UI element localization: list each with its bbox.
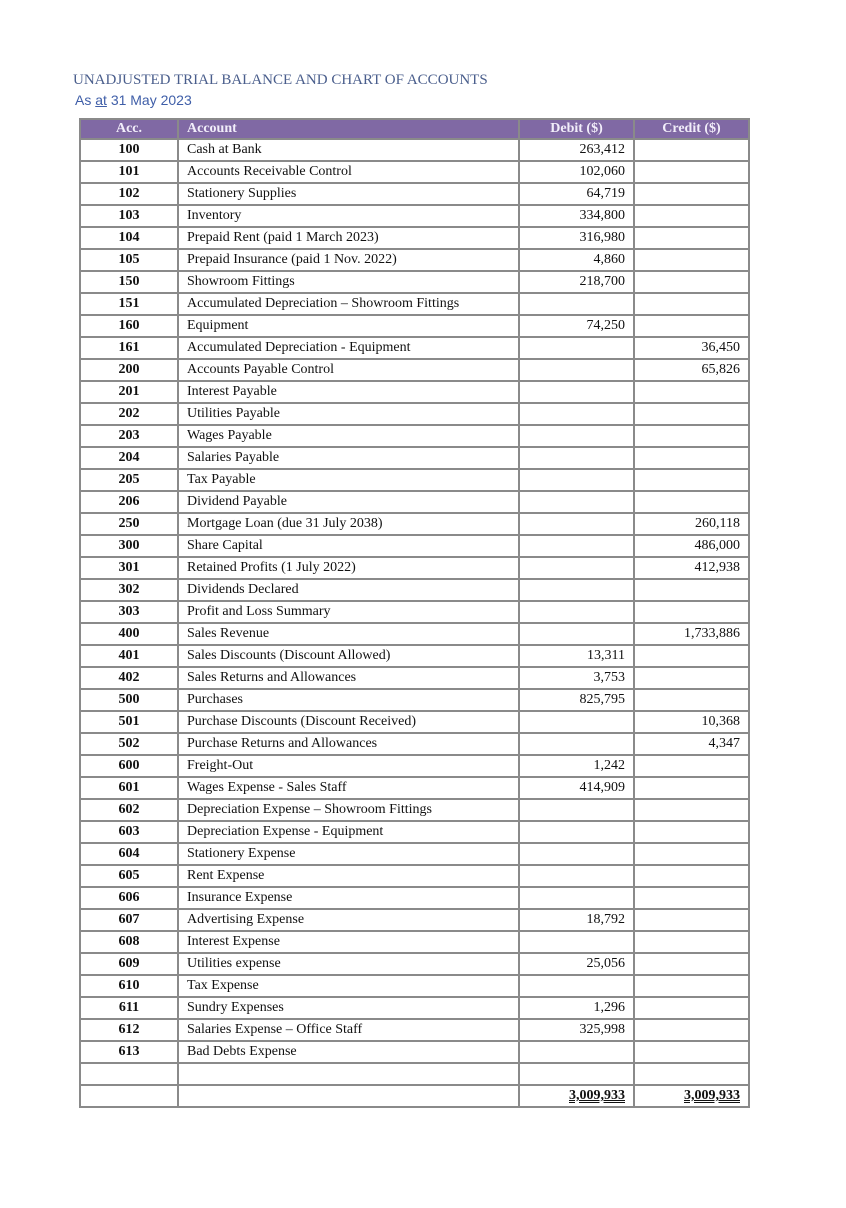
account-name-cell: Utilities Payable <box>178 403 519 425</box>
debit-cell <box>519 469 634 491</box>
acc-number-cell: 105 <box>80 249 178 271</box>
table-row <box>80 953 749 975</box>
account-name-cell: Depreciation Expense - Equipment <box>178 821 519 843</box>
credit-cell <box>634 667 749 689</box>
credit-cell <box>634 315 749 337</box>
account-name-cell: Purchase Discounts (Discount Received) <box>178 711 519 733</box>
acc-number-cell: 613 <box>80 1041 178 1063</box>
credit-cell <box>634 953 749 975</box>
account-name-cell: Salaries Expense – Office Staff <box>178 1019 519 1041</box>
debit-cell: 334,800 <box>519 205 634 227</box>
table-row <box>80 1063 749 1085</box>
table-header-row <box>80 119 749 139</box>
debit-cell <box>519 843 634 865</box>
debit-cell <box>519 711 634 733</box>
account-name-cell: Salaries Payable <box>178 447 519 469</box>
acc-number-cell: 502 <box>80 733 178 755</box>
credit-cell <box>634 865 749 887</box>
credit-cell <box>634 381 749 403</box>
table-row <box>80 997 749 1019</box>
account-name-cell: Purchase Returns and Allowances <box>178 733 519 755</box>
credit-cell <box>634 139 749 161</box>
account-name-cell: Stationery Supplies <box>178 183 519 205</box>
table-row <box>80 689 749 711</box>
total-debit: 3,009,933 <box>519 1085 634 1107</box>
credit-cell: 412,938 <box>634 557 749 579</box>
credit-cell <box>634 1019 749 1041</box>
acc-number-cell: 602 <box>80 799 178 821</box>
totals-acc-cell <box>80 1085 178 1107</box>
acc-number-cell: 205 <box>80 469 178 491</box>
acc-number-cell: 301 <box>80 557 178 579</box>
credit-cell <box>634 1041 749 1063</box>
credit-cell <box>634 579 749 601</box>
credit-cell <box>634 425 749 447</box>
debit-cell: 825,795 <box>519 689 634 711</box>
account-name-cell: Utilities expense <box>178 953 519 975</box>
account-name-cell: Sales Discounts (Discount Allowed) <box>178 645 519 667</box>
credit-cell <box>634 689 749 711</box>
acc-number-cell: 200 <box>80 359 178 381</box>
account-name-cell: Freight-Out <box>178 755 519 777</box>
table-row <box>80 1019 749 1041</box>
table-row <box>80 293 749 315</box>
credit-cell <box>634 447 749 469</box>
account-name-cell: Accounts Receivable Control <box>178 161 519 183</box>
table-row <box>80 623 749 645</box>
document-subtitle <box>75 92 192 108</box>
acc-number-cell: 161 <box>80 337 178 359</box>
col-header-account: Account <box>178 119 519 139</box>
account-name-cell: Accumulated Depreciation - Equipment <box>178 337 519 359</box>
account-name-cell: Sales Returns and Allowances <box>178 667 519 689</box>
table-row <box>80 557 749 579</box>
credit-cell <box>634 249 749 271</box>
acc-number-cell: 150 <box>80 271 178 293</box>
table-row <box>80 601 749 623</box>
debit-cell <box>519 359 634 381</box>
table-row <box>80 227 749 249</box>
table-row <box>80 491 749 513</box>
table-row <box>80 271 749 293</box>
table-row <box>80 139 749 161</box>
acc-number-cell: 401 <box>80 645 178 667</box>
col-header-debit: Debit ($) <box>519 119 634 139</box>
acc-number-cell: 201 <box>80 381 178 403</box>
table-row <box>80 513 749 535</box>
credit-cell <box>634 469 749 491</box>
acc-number-cell: 101 <box>80 161 178 183</box>
acc-number-cell: 612 <box>80 1019 178 1041</box>
debit-cell <box>519 799 634 821</box>
debit-cell: 3,753 <box>519 667 634 689</box>
account-name-cell: Mortgage Loan (due 31 July 2038) <box>178 513 519 535</box>
credit-cell <box>634 843 749 865</box>
acc-number-cell: 100 <box>80 139 178 161</box>
table-row <box>80 425 749 447</box>
acc-number-cell: 610 <box>80 975 178 997</box>
subtitle-date: 31 May 2023 <box>110 92 192 108</box>
acc-number-cell: 600 <box>80 755 178 777</box>
account-name-cell: Advertising Expense <box>178 909 519 931</box>
debit-cell: 18,792 <box>519 909 634 931</box>
credit-cell: 486,000 <box>634 535 749 557</box>
table-row <box>80 447 749 469</box>
acc-number-cell: 250 <box>80 513 178 535</box>
account-name-cell <box>178 1063 519 1085</box>
debit-cell: 263,412 <box>519 139 634 161</box>
acc-number-cell: 605 <box>80 865 178 887</box>
acc-number-cell: 604 <box>80 843 178 865</box>
acc-number-cell: 206 <box>80 491 178 513</box>
credit-cell <box>634 909 749 931</box>
acc-number-cell: 500 <box>80 689 178 711</box>
debit-cell <box>519 1041 634 1063</box>
table-row <box>80 535 749 557</box>
debit-cell: 325,998 <box>519 1019 634 1041</box>
acc-number-cell: 300 <box>80 535 178 557</box>
credit-cell <box>634 975 749 997</box>
debit-cell <box>519 535 634 557</box>
account-name-cell: Wages Payable <box>178 425 519 447</box>
account-name-cell: Prepaid Rent (paid 1 March 2023) <box>178 227 519 249</box>
acc-number-cell: 151 <box>80 293 178 315</box>
document-title: UNADJUSTED TRIAL BALANCE AND CHART OF ACCOUNTS <box>73 72 488 88</box>
debit-cell: 64,719 <box>519 183 634 205</box>
credit-cell: 4,347 <box>634 733 749 755</box>
credit-cell <box>634 227 749 249</box>
table-row <box>80 337 749 359</box>
account-name-cell: Sundry Expenses <box>178 997 519 1019</box>
debit-cell: 4,860 <box>519 249 634 271</box>
subtitle-at: at <box>95 92 107 108</box>
account-name-cell: Insurance Expense <box>178 887 519 909</box>
table-row <box>80 315 749 337</box>
debit-cell <box>519 733 634 755</box>
debit-cell: 102,060 <box>519 161 634 183</box>
account-name-cell: Profit and Loss Summary <box>178 601 519 623</box>
table-row <box>80 711 749 733</box>
account-name-cell: Inventory <box>178 205 519 227</box>
debit-cell: 414,909 <box>519 777 634 799</box>
debit-cell: 316,980 <box>519 227 634 249</box>
debit-cell <box>519 557 634 579</box>
acc-number-cell: 302 <box>80 579 178 601</box>
table-row <box>80 777 749 799</box>
totals-row <box>80 1085 749 1107</box>
acc-number-cell: 303 <box>80 601 178 623</box>
acc-number-cell: 160 <box>80 315 178 337</box>
credit-cell <box>634 293 749 315</box>
credit-cell <box>634 799 749 821</box>
table-row <box>80 381 749 403</box>
account-name-cell: Retained Profits (1 July 2022) <box>178 557 519 579</box>
trial-balance-table <box>79 118 750 1108</box>
account-name-cell: Showroom Fittings <box>178 271 519 293</box>
account-name-cell: Accumulated Depreciation – Showroom Fittings <box>178 293 519 315</box>
acc-number-cell: 603 <box>80 821 178 843</box>
acc-number-cell: 609 <box>80 953 178 975</box>
account-name-cell: Interest Expense <box>178 931 519 953</box>
table-row <box>80 667 749 689</box>
debit-cell <box>519 887 634 909</box>
debit-cell <box>519 513 634 535</box>
acc-number-cell: 606 <box>80 887 178 909</box>
account-name-cell: Interest Payable <box>178 381 519 403</box>
acc-number-cell: 501 <box>80 711 178 733</box>
debit-cell: 13,311 <box>519 645 634 667</box>
credit-cell <box>634 601 749 623</box>
table-row <box>80 359 749 381</box>
table-row <box>80 887 749 909</box>
credit-cell <box>634 271 749 293</box>
credit-cell <box>634 931 749 953</box>
table-row <box>80 931 749 953</box>
acc-number-cell: 104 <box>80 227 178 249</box>
table-row <box>80 821 749 843</box>
totals-name-cell <box>178 1085 519 1107</box>
debit-cell <box>519 447 634 469</box>
acc-number-cell: 402 <box>80 667 178 689</box>
subtitle-prefix: As <box>75 92 92 108</box>
table-row <box>80 733 749 755</box>
debit-cell <box>519 425 634 447</box>
debit-cell <box>519 337 634 359</box>
table-row <box>80 909 749 931</box>
account-name-cell: Accounts Payable Control <box>178 359 519 381</box>
table-body <box>80 139 749 1085</box>
account-name-cell: Cash at Bank <box>178 139 519 161</box>
table-row <box>80 755 749 777</box>
credit-cell <box>634 777 749 799</box>
table-row <box>80 183 749 205</box>
debit-cell <box>519 601 634 623</box>
acc-number-cell: 204 <box>80 447 178 469</box>
table-row <box>80 645 749 667</box>
acc-number-cell: 601 <box>80 777 178 799</box>
credit-cell <box>634 997 749 1019</box>
debit-cell: 74,250 <box>519 315 634 337</box>
account-name-cell: Purchases <box>178 689 519 711</box>
debit-cell: 218,700 <box>519 271 634 293</box>
credit-cell: 1,733,886 <box>634 623 749 645</box>
debit-cell <box>519 975 634 997</box>
col-header-acc: Acc. <box>80 119 178 139</box>
account-name-cell: Tax Payable <box>178 469 519 491</box>
account-name-cell: Dividends Declared <box>178 579 519 601</box>
credit-cell <box>634 821 749 843</box>
table-row <box>80 249 749 271</box>
debit-cell <box>519 579 634 601</box>
col-header-credit: Credit ($) <box>634 119 749 139</box>
table-row <box>80 843 749 865</box>
debit-cell: 1,296 <box>519 997 634 1019</box>
debit-cell <box>519 865 634 887</box>
debit-cell: 1,242 <box>519 755 634 777</box>
debit-cell <box>519 931 634 953</box>
account-name-cell: Wages Expense - Sales Staff <box>178 777 519 799</box>
table-row <box>80 579 749 601</box>
table-row <box>80 799 749 821</box>
account-name-cell: Rent Expense <box>178 865 519 887</box>
credit-cell <box>634 887 749 909</box>
account-name-cell: Bad Debts Expense <box>178 1041 519 1063</box>
debit-cell: 25,056 <box>519 953 634 975</box>
credit-cell <box>634 403 749 425</box>
account-name-cell: Dividend Payable <box>178 491 519 513</box>
debit-cell <box>519 293 634 315</box>
debit-cell <box>519 623 634 645</box>
account-name-cell: Tax Expense <box>178 975 519 997</box>
credit-cell: 36,450 <box>634 337 749 359</box>
acc-number-cell: 611 <box>80 997 178 1019</box>
account-name-cell: Stationery Expense <box>178 843 519 865</box>
credit-cell: 10,368 <box>634 711 749 733</box>
table-row <box>80 865 749 887</box>
credit-cell <box>634 205 749 227</box>
acc-number-cell: 608 <box>80 931 178 953</box>
acc-number-cell: 202 <box>80 403 178 425</box>
table-row <box>80 1041 749 1063</box>
credit-cell: 260,118 <box>634 513 749 535</box>
acc-number-cell: 102 <box>80 183 178 205</box>
table-row <box>80 403 749 425</box>
account-name-cell: Share Capital <box>178 535 519 557</box>
credit-cell <box>634 491 749 513</box>
credit-cell <box>634 1063 749 1085</box>
table-row <box>80 469 749 491</box>
account-name-cell: Depreciation Expense – Showroom Fittings <box>178 799 519 821</box>
debit-cell <box>519 381 634 403</box>
table-row <box>80 161 749 183</box>
debit-cell <box>519 821 634 843</box>
account-name-cell: Sales Revenue <box>178 623 519 645</box>
credit-cell <box>634 183 749 205</box>
acc-number-cell: 400 <box>80 623 178 645</box>
acc-number-cell: 203 <box>80 425 178 447</box>
credit-cell <box>634 645 749 667</box>
table-row <box>80 975 749 997</box>
debit-cell <box>519 491 634 513</box>
debit-cell <box>519 403 634 425</box>
acc-number-cell: 103 <box>80 205 178 227</box>
account-name-cell: Prepaid Insurance (paid 1 Nov. 2022) <box>178 249 519 271</box>
credit-cell <box>634 755 749 777</box>
acc-number-cell: 607 <box>80 909 178 931</box>
credit-cell <box>634 161 749 183</box>
table-row <box>80 205 749 227</box>
total-credit: 3,009,933 <box>634 1085 749 1107</box>
account-name-cell: Equipment <box>178 315 519 337</box>
credit-cell: 65,826 <box>634 359 749 381</box>
debit-cell <box>519 1063 634 1085</box>
acc-number-cell <box>80 1063 178 1085</box>
